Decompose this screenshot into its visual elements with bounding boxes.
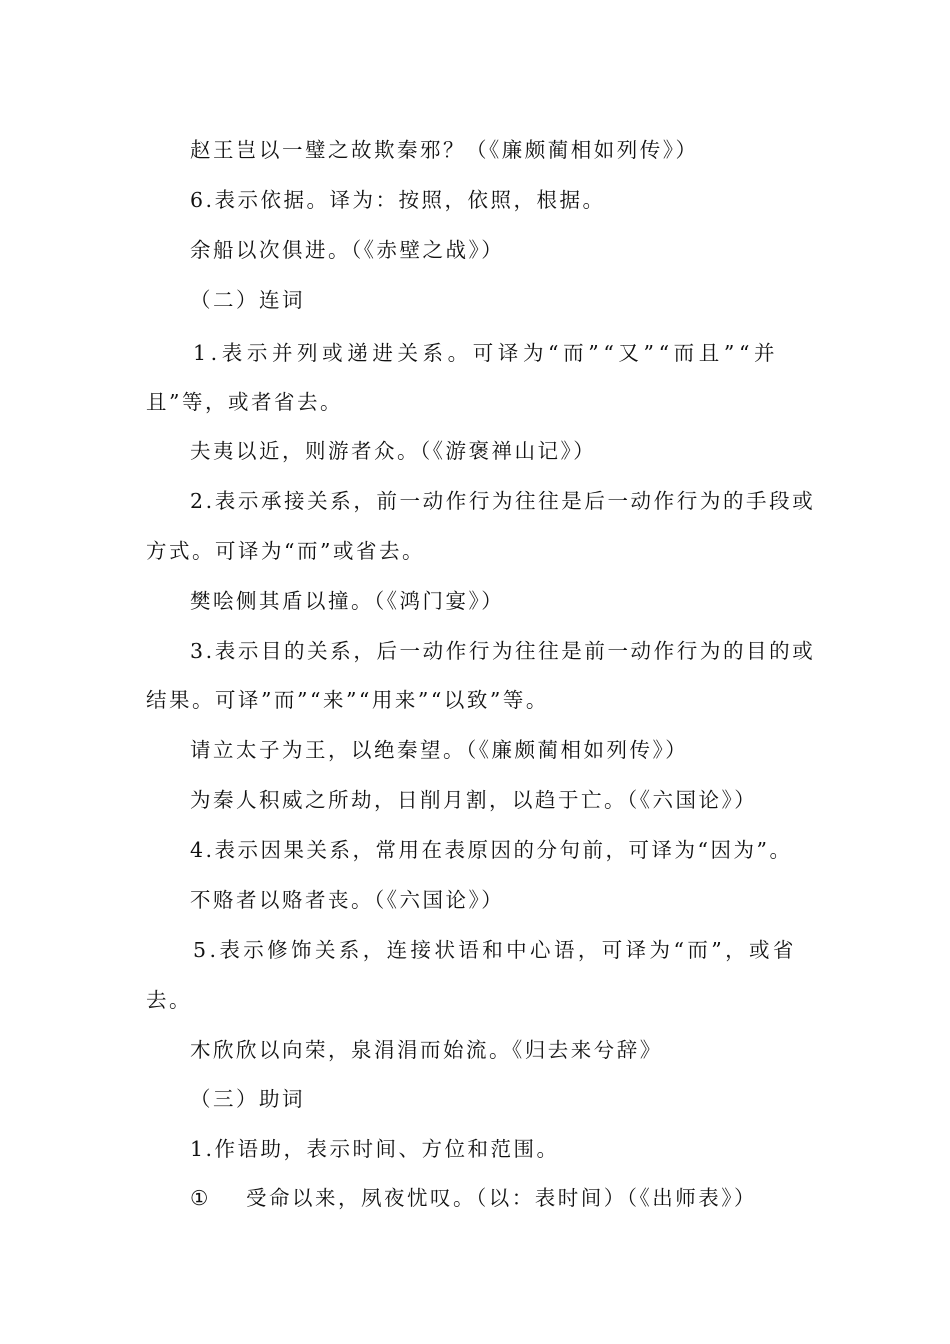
rule-item: 1.作语助，表示时间、方位和范围。 xyxy=(190,1137,560,1161)
example-line-numbered xyxy=(190,1184,757,1212)
rule-item: 6.表示依据。译为：按照，依照，根据。 xyxy=(190,188,606,212)
rule-item-continued: 去。 xyxy=(146,988,192,1012)
section-heading: （二）连词 xyxy=(190,288,305,312)
example-text: 受命以来，夙夜忧叹。（以：表时间）（《出师表》） xyxy=(246,1186,757,1210)
example-line: 余船以次俱进。（《赤壁之战》） xyxy=(190,238,505,262)
rule-item-continued: 方式。可译为“而”或省去。 xyxy=(146,539,425,563)
example-line: 夫夷以近，则游者众。（《游褒禅山记》） xyxy=(190,439,597,463)
example-line: 赵王岂以一璧之故欺秦邪？（《廉颇蔺相如列传》） xyxy=(190,138,699,162)
example-line: 樊哙侧其盾以撞。（《鸿门宴》） xyxy=(190,589,505,613)
rule-item: 1.表示并列或递进关系。可译为“而”“又”“而且”“并 xyxy=(193,341,780,365)
example-line: 为秦人积威之所劫，日削月割，以趋于亡。（《六国论》） xyxy=(190,788,758,812)
rule-item: 3.表示目的关系，后一动作行为往往是前一动作行为的目的或 xyxy=(190,639,816,663)
example-line: 请立太子为王，以绝秦望。（《廉颇蔺相如列传》） xyxy=(190,738,689,762)
rule-item-continued: 结果。可译”而”“来”“用来”“以致”等。 xyxy=(146,688,549,712)
rule-item: 5.表示修饰关系，连接状语和中心语，可译为“而”，或省 xyxy=(193,938,797,962)
rule-item: 4.表示因果关系，常用在表原因的分句前，可译为“因为”。 xyxy=(190,838,793,862)
circled-number-marker: ① xyxy=(190,1186,211,1210)
section-heading: （三）助词 xyxy=(190,1087,305,1111)
example-line: 不赂者以赂者丧。（《六国论》） xyxy=(190,888,505,912)
example-line: 木欣欣以向荣，泉涓涓而始流。《归去来兮辞》 xyxy=(190,1038,663,1062)
rule-item-continued: 且”等，或者省去。 xyxy=(146,390,343,414)
rule-item: 2.表示承接关系，前一动作行为往往是后一动作行为的手段或 xyxy=(190,489,816,513)
